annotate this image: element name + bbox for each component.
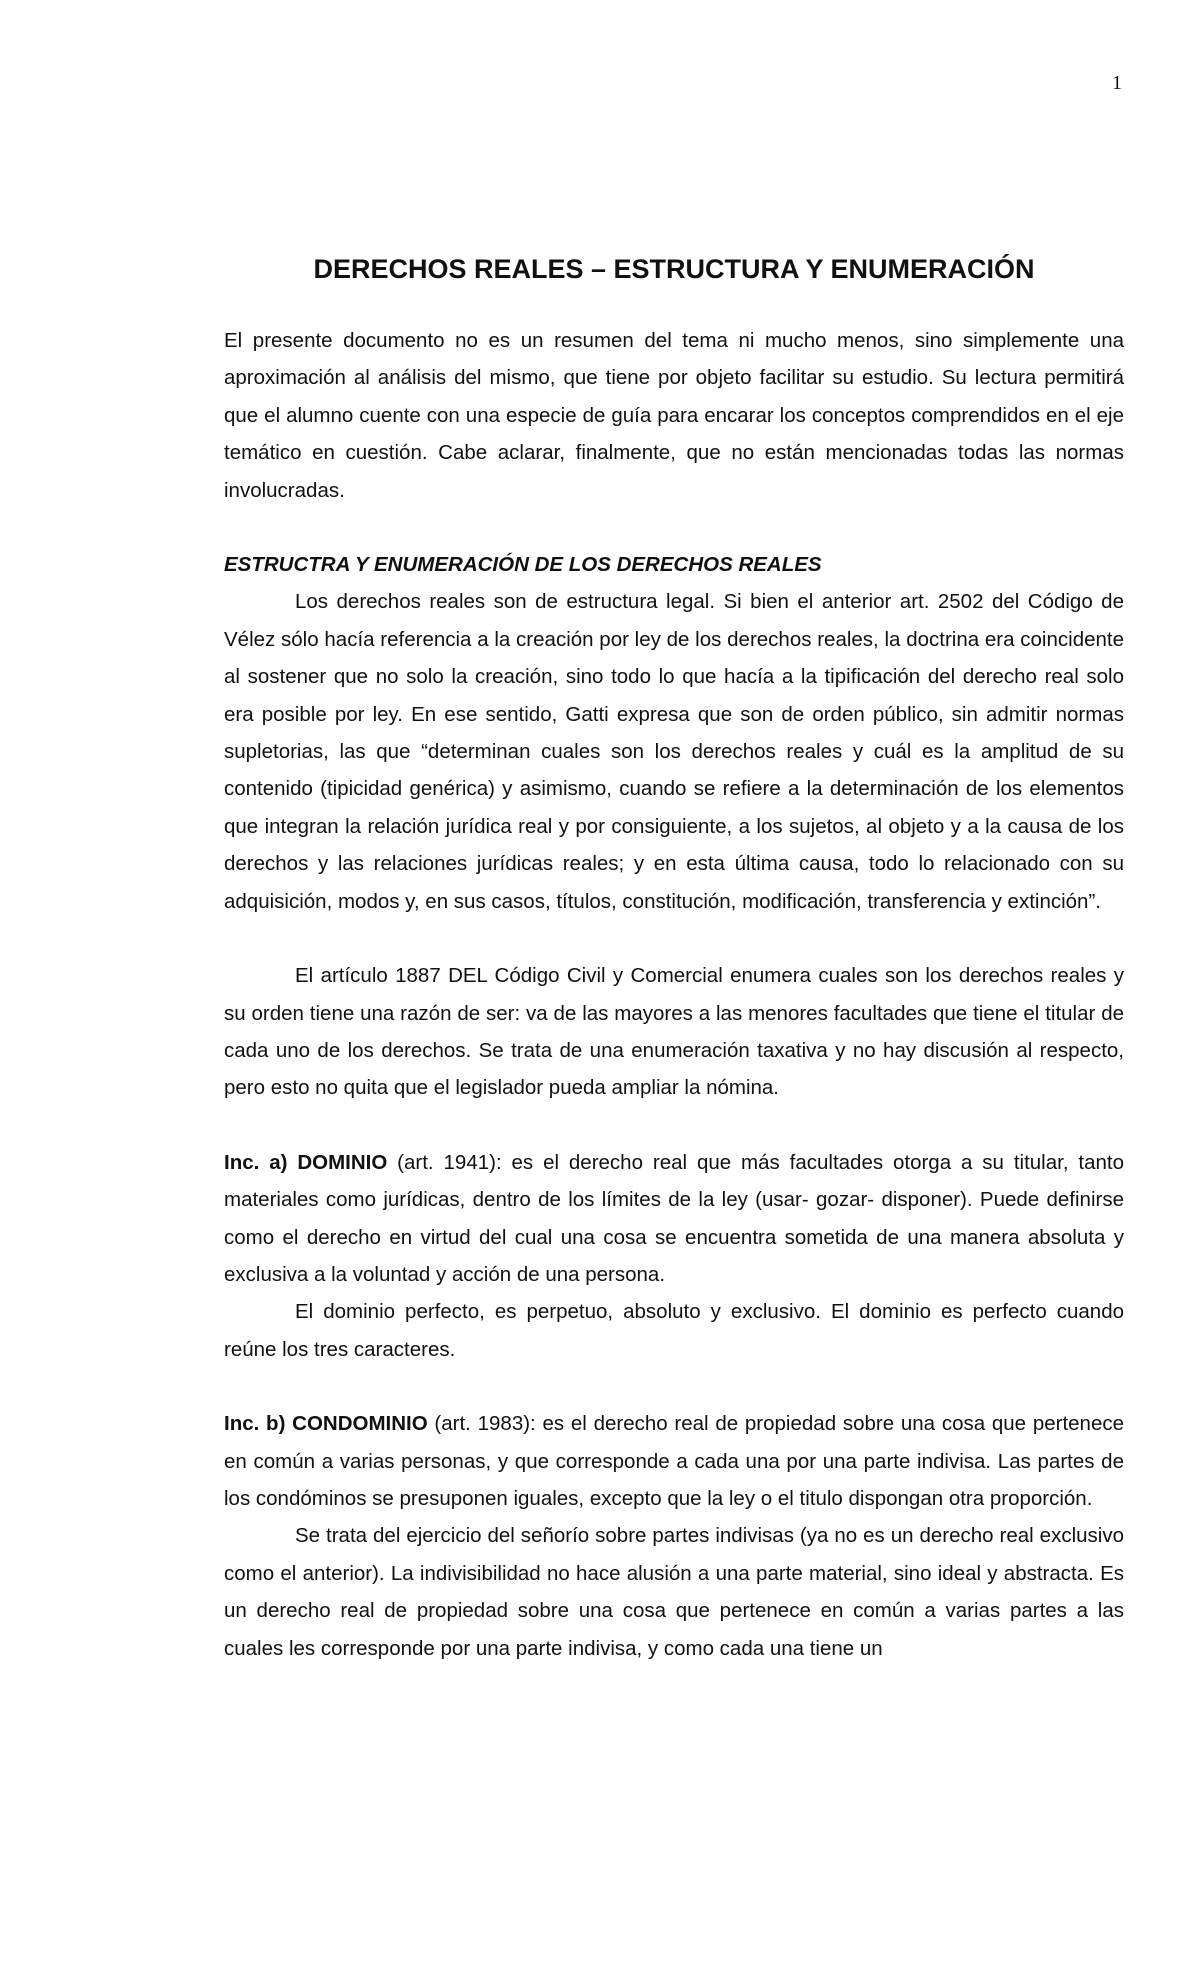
paragraph-art-1887: El artículo 1887 DEL Código Civil y Comercial enumera cuales son los derechos reales y su orden tiene una razón de ser: va de las mayores a las menores facultades que tiene el titular de cada uno de los derechos. Se trata de una enumeración taxativa y no hay discusión al respecto, pero esto no quita que el legislador pueda ampliar la nómina. — [224, 964, 1124, 1100]
paragraph-inc-a — [224, 1144, 1124, 1294]
inc-b-label: Inc. b) CONDOMINIO — [224, 1412, 428, 1436]
inc-b-text: (art. 1983): es el derecho real de propiedad sobre una cosa que pertenece en común a varias personas, y que corresponde a cada una por una parte indivisa. Las partes de los condóminos se presuponen iguales, excepto que la ley o el titulo dispongan otra proporción. — [224, 1412, 1124, 1510]
inc-a-label: Inc. a) DOMINIO — [224, 1150, 388, 1174]
intro-paragraph: El presente documento no es un resumen del tema ni mucho menos, sino simplemente una aproximación al análisis del mismo, que tiene por objeto facilitar su estudio. Su lectura permitirá que el alumno cuente con una especie de guía para encarar los conceptos comprendidos en el eje temático en cuestión. Cabe aclarar, finalmente, que no están mencionadas todas las normas involucradas. — [224, 329, 1124, 502]
paragraph-inc-b — [224, 1405, 1124, 1517]
inc-a-text: (art. 1941): es el derecho real que más facultades otorga a su titular, tanto materiales como jurídicas, dentro de los límites de la ley (usar- gozar- disponer). Puede definirse como el derecho en virtud del cual una cosa se encuentra sometida de una manera absoluta y exclusiva a la voluntad y acción de una persona. — [224, 1150, 1124, 1286]
document-body — [224, 252, 1124, 1667]
paragraph-estructura: Los derechos reales son de estructura legal. Si bien el anterior art. 2502 del Código de Vélez sólo hacía referencia a la creación por ley de los derechos reales, la doctrina era coincidente al sostener que no solo la creación, sino todo lo que hacía a la tipificación del derecho real solo era posible por ley. En ese sentido, Gatti expresa que son de orden público, sin admitir normas supletorias, las que “determinan cuales son los derechos reales y cuál es la amplitud de su contenido (tipicidad genérica) y asimismo, cuando se refiere a la determinación de los elementos que integran la relación jurídica real y por consiguiente, a los sujetos, al objeto y a la causa de los derechos y las relaciones jurídicas reales; y en esta última causa, todo lo relacionado con su adquisición, modos y, en sus casos, títulos, constitución, modificación, transferencia y extinción”. — [224, 590, 1124, 913]
page-number: 1 — [1112, 72, 1122, 94]
paragraph-inc-a-2: El dominio perfecto, es perpetuo, absoluto y exclusivo. El dominio es perfecto cuando reúne los tres caracteres. — [224, 1300, 1124, 1361]
paragraph-inc-b-2: Se trata del ejercicio del señorío sobre partes indivisas (ya no es un derecho real exclusivo como el anterior). La indivisibilidad no hace alusión a una parte material, sino ideal y abstracta. Es un derecho real de propiedad sobre una cosa que pertenece en común a varias partes a las cuales les corresponde por una parte indivisa, y como cada una tiene un — [224, 1524, 1124, 1660]
section-heading: ESTRUCTRA Y ENUMERACIÓN DE LOS DERECHOS REALES — [224, 553, 822, 577]
document-title: DERECHOS REALES – ESTRUCTURA Y ENUMERACIÓN — [313, 254, 1035, 284]
